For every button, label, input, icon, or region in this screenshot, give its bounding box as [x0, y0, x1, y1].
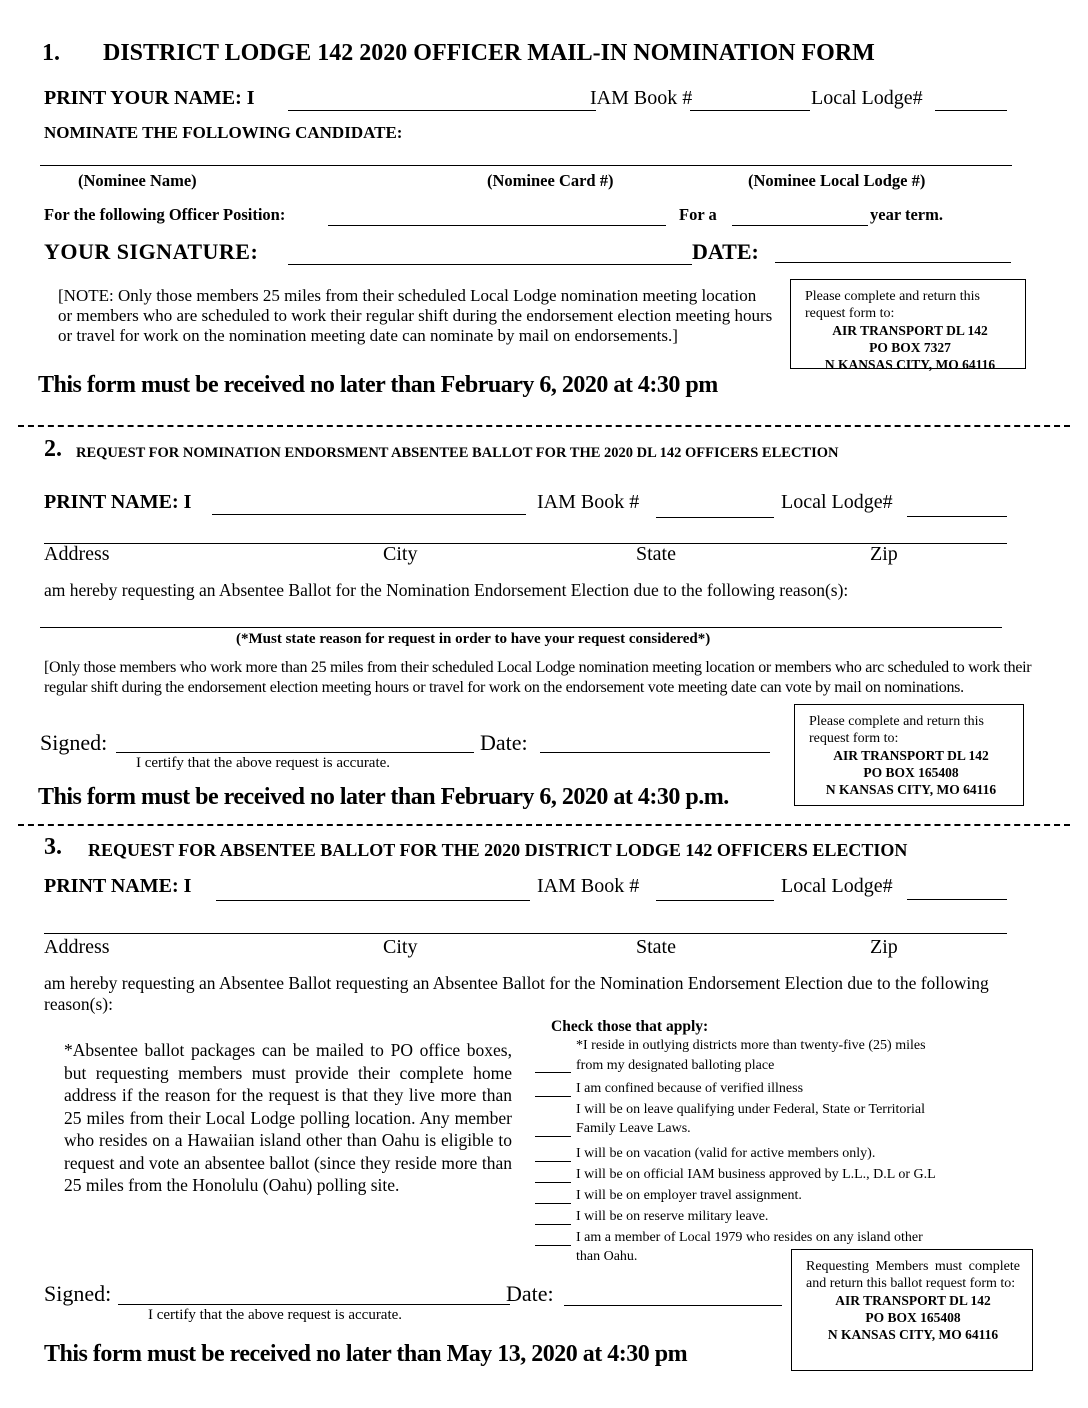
option-2-line-1: I am confined because of verified illness — [576, 1081, 804, 1096]
option-1-checkbox[interactable] — [535, 1072, 571, 1073]
print-name-label: PRINT NAME: I — [44, 491, 192, 513]
return-address-box-1 — [790, 279, 1026, 372]
zip-label: Zip — [870, 936, 898, 958]
local-lodge-label: Local Lodge# — [781, 491, 893, 513]
return-address-box-2 — [794, 704, 1024, 806]
print-name-label: PRINT NAME: I — [44, 875, 192, 897]
date-label: Date: — [480, 730, 528, 755]
date-label: Date: — [506, 1281, 554, 1306]
deadline-3: This form must be received no later than May 13, 2020 at 4:30 pm — [44, 1341, 688, 1367]
return-line-2: PO BOX 165408 — [865, 1310, 961, 1325]
year-term-field[interactable] — [732, 225, 868, 226]
section-2-title: REQUEST FOR NOMINATION ENDORSMENT ABSENTEE BALLOT FOR THE 2020 DL 142 OFFICERS ELECTION — [76, 445, 839, 461]
iam-book-field[interactable] — [690, 110, 810, 111]
iam-book-label: IAM Book # — [537, 491, 640, 513]
nominee-card-label: (Nominee Card #) — [487, 171, 614, 190]
reason-field[interactable] — [40, 627, 1002, 628]
check-title: Check those that apply: — [551, 1018, 709, 1035]
return-line-1: AIR TRANSPORT DL 142 — [832, 323, 988, 338]
return-line-1: AIR TRANSPORT DL 142 — [833, 748, 989, 763]
state-label: State — [636, 936, 676, 958]
option-5-checkbox[interactable] — [535, 1182, 571, 1183]
iam-book-label: IAM Book # — [590, 87, 693, 109]
return-address-box-3 — [791, 1249, 1033, 1371]
divider-1 — [18, 425, 1070, 427]
request-text: am hereby requesting an Absentee Ballot requesting an Absentee Ballot for the Nomination Endorsement Election due to the following reason(s): — [44, 973, 989, 1014]
return-line-3: N KANSAS CITY, MO 64116 — [824, 357, 996, 372]
iam-book-field[interactable] — [656, 517, 774, 518]
nominee-field[interactable] — [40, 165, 1012, 166]
local-lodge-field[interactable] — [907, 516, 1007, 517]
officer-position-label: For the following Officer Position: — [44, 205, 286, 224]
option-6-line-1: I will be on employer travel assignment. — [576, 1188, 802, 1203]
zip-label: Zip — [870, 543, 898, 565]
nominate-heading: NOMINATE THE FOLLOWING CANDIDATE: — [44, 123, 403, 142]
section-1-title: DISTRICT LODGE 142 2020 OFFICER MAIL-IN NOMINATION FORM — [103, 40, 875, 66]
return-line-2: PO BOX 165408 — [863, 765, 959, 780]
local-lodge-label: Local Lodge# — [781, 875, 893, 897]
local-lodge-label: Local Lodge# — [811, 87, 923, 109]
absentee-note: *Absentee ballot packages can be mailed to PO office boxes, but requesting members must provide their complete home address if the reason for the request is that they live more than 25 miles from their Local Lodge polling location. Any member who resides on a Hawaiian island other than Oahu is eligible to request and vote an absentee ballot (since they reside more than 25 miles from the Honolulu (Oahu) polling site. — [64, 1040, 512, 1195]
address-field[interactable] — [44, 543, 1007, 544]
divider-2 — [18, 824, 1070, 826]
option-8-line-1: I am a member of Local 1979 who resides on any island other — [576, 1230, 923, 1245]
only-those-text: [Only those members who work more than 25 miles from their scheduled Local Lodge nomination meeting location or members who arc scheduled to work their regular shift during the endorsement election meeting hours or travel for work on the endorsement vote meeting date can vote by mail on nominations. — [44, 659, 1032, 696]
option-2-checkbox[interactable] — [535, 1096, 571, 1097]
signed-field[interactable] — [118, 1304, 510, 1305]
return-intro: Requesting Members must complete and return this ballot request form to: — [806, 1259, 1020, 1291]
date-field[interactable] — [775, 262, 1011, 263]
certify-text: I certify that the above request is accurate. — [148, 1307, 403, 1323]
must-state-note: (*Must state reason for request in order to have your request considered*) — [236, 631, 711, 647]
print-name-field[interactable] — [212, 514, 526, 515]
return-line-2: PO BOX 7327 — [869, 340, 951, 355]
section-1-number: 1. — [42, 40, 60, 66]
address-label: Address — [44, 936, 110, 958]
return-line-1: AIR TRANSPORT DL 142 — [835, 1293, 991, 1308]
nominee-local-label: (Nominee Local Lodge #) — [748, 171, 926, 190]
note-text: [NOTE: Only those members 25 miles from their scheduled Local Lodge nomination meeting location or members who are scheduled to work their regular shift during the endorsement election meeting hours or travel for work on the nomination meeting date can nominate by mail on endorsements.] — [58, 286, 773, 345]
option-7-line-1: I will be on reserve military leave. — [576, 1209, 769, 1224]
option-6-checkbox[interactable] — [535, 1203, 571, 1204]
signature-label: YOUR SIGNATURE: — [44, 239, 259, 264]
print-name-label: PRINT YOUR NAME: I — [44, 87, 255, 109]
nominee-name-label: (Nominee Name) — [78, 171, 197, 190]
iam-book-field[interactable] — [656, 900, 774, 901]
iam-book-label: IAM Book # — [537, 875, 640, 897]
local-lodge-field[interactable] — [935, 110, 1007, 111]
print-name-field[interactable] — [288, 110, 596, 111]
return-line-3: N KANSAS CITY, MO 64116 — [825, 782, 997, 797]
year-term-label: year term. — [870, 205, 943, 224]
date-field[interactable] — [540, 752, 770, 753]
return-intro: Please complete and return this request form to: — [805, 289, 980, 321]
signed-label: Signed: — [40, 730, 108, 755]
section-2-number: 2. — [44, 436, 62, 462]
officer-position-field[interactable] — [328, 225, 666, 226]
option-4-line-1: I will be on vacation (valid for active members only). — [576, 1146, 876, 1161]
date-field[interactable] — [564, 1305, 782, 1306]
option-5-line-1: I will be on official IAM business approved by L.L., D.L or G.L — [576, 1167, 936, 1182]
deadline-1: This form must be received no later than February 6, 2020 at 4:30 pm — [38, 372, 718, 398]
section-3-title: REQUEST FOR ABSENTEE BALLOT FOR THE 2020 DISTRICT LODGE 142 OFFICERS ELECTION — [88, 840, 908, 860]
address-label: Address — [44, 543, 110, 565]
signature-field[interactable] — [288, 264, 692, 265]
deadline-2: This form must be received no later than February 6, 2020 at 4:30 p.m. — [38, 784, 729, 810]
option-3-line-2: Family Leave Laws. — [576, 1121, 691, 1136]
option-3-checkbox[interactable] — [535, 1136, 571, 1137]
city-label: City — [383, 936, 418, 958]
option-1-line-1: *I reside in outlying districts more than twenty-five (25) miles — [576, 1038, 926, 1053]
option-8-checkbox[interactable] — [535, 1245, 571, 1246]
local-lodge-field[interactable] — [907, 899, 1007, 900]
signed-label: Signed: — [44, 1281, 112, 1306]
return-intro: Please complete and return this request form to: — [809, 714, 984, 746]
state-label: State — [636, 543, 676, 565]
city-label: City — [383, 543, 418, 565]
for-a-label: For a — [679, 205, 717, 224]
address-field[interactable] — [44, 933, 1007, 934]
print-name-field[interactable] — [216, 900, 530, 901]
option-1-line-2: from my designated balloting place — [576, 1058, 775, 1073]
option-7-checkbox[interactable] — [535, 1224, 571, 1225]
return-line-3: N KANSAS CITY, MO 64116 — [827, 1327, 999, 1342]
request-text: am hereby requesting an Absentee Ballot for the Nomination Endorsement Election due to the following reason(s): — [44, 580, 849, 600]
option-3-line-1: I will be on leave qualifying under Federal, State or Territorial — [576, 1102, 926, 1117]
certify-text: I certify that the above request is accurate. — [136, 755, 391, 771]
date-label: DATE: — [692, 239, 759, 264]
option-4-checkbox[interactable] — [535, 1161, 571, 1162]
section-3-number: 3. — [44, 834, 62, 860]
signed-field[interactable] — [116, 752, 474, 753]
option-8-line-2: than Oahu. — [576, 1249, 638, 1264]
